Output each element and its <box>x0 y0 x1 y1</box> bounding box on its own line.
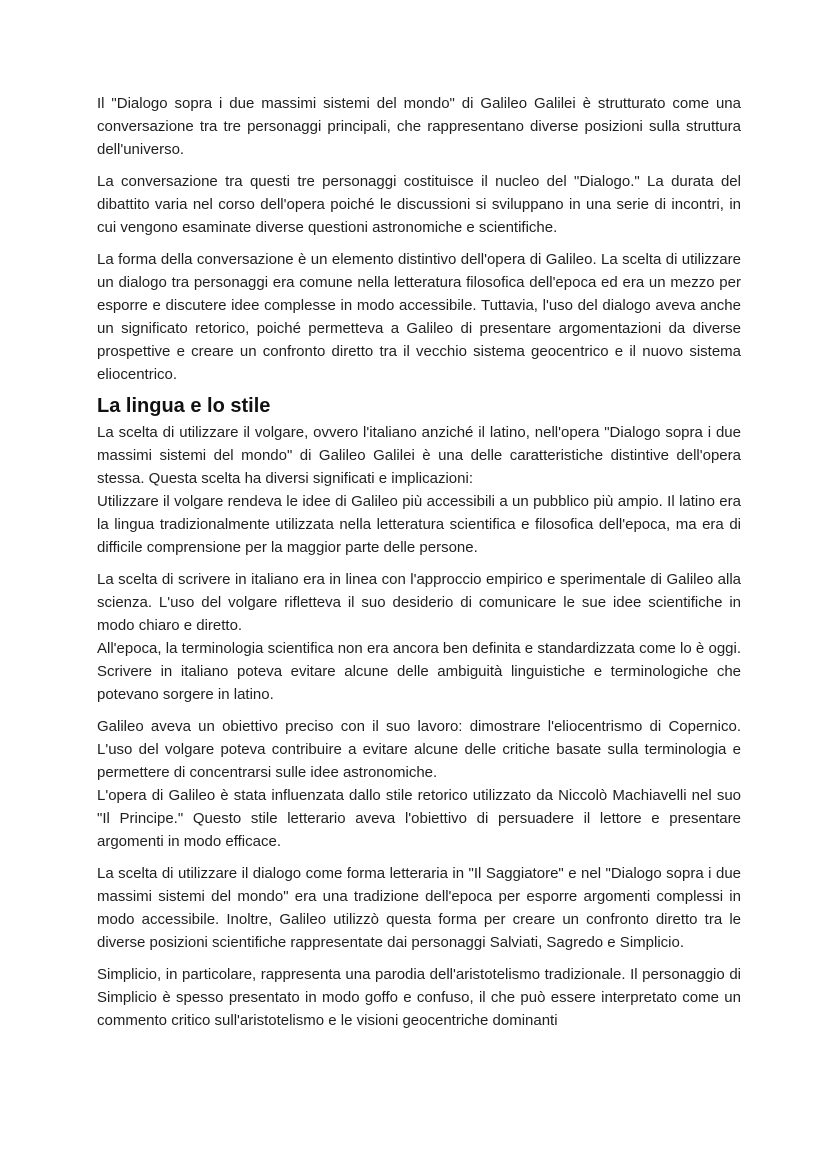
paragraph-obiettivo-eliocentrismo: Galileo aveva un obiettivo preciso con il suo lavoro: dimostrare l'eliocentrismo di Copernico. L'uso del volgare poteva contribuire a evitare alcune delle critiche basate sulla terminologia e permettere di concentrarsi sulle idee astronomiche. <box>97 718 741 781</box>
document-body <box>97 92 741 1032</box>
paragraph-intro-dialogo: Il "Dialogo sopra i due massimi sistemi del mondo" di Galileo Galilei è strutturato come una conversazione tra tre personaggi principali, che rappresentano diverse posizioni sulla struttura dell'universo. <box>97 95 741 158</box>
paragraph-influenza-machiavelli: L'opera di Galileo è stata influenzata dallo stile retorico utilizzato da Niccolò Machiavelli nel suo "Il Principe." Questo stile letterario aveva l'obiettivo di persuadere il lettore e presentare argomenti in modo efficace. <box>97 787 741 850</box>
paragraph-scelta-volgare: La scelta di utilizzare il volgare, ovvero l'italiano anziché il latino, nell'opera "Dialogo sopra i due massimi sistemi del mondo" di Galileo Galilei è una delle caratteristiche distintive dell'opera stessa. Questa scelta ha diversi significati e implicazioni: <box>97 424 741 487</box>
paragraph-conversazione-nucleo: La conversazione tra questi tre personaggi costituisce il nucleo del "Dialogo." La durata del dibattito varia nel corso dell'opera poiché le discussioni si sviluppano in una serie di incontri, in cui vengono esaminate diverse questioni astronomiche e scientifiche. <box>97 173 741 236</box>
section-heading-lingua-stile: La lingua e lo stile <box>97 395 271 417</box>
paragraph-forma-conversazione: La forma della conversazione è un elemento distintivo dell'opera di Galileo. La scelta di utilizzare un dialogo tra personaggi era comune nella letteratura filosofica dell'epoca ed era un mezzo per esporre e discutere idee complesse in modo accessibile. Tuttavia, l'uso del dialogo aveva anche un significato retorico, poiché permetteva a Galileo di presentare argomentazioni da diverse prospettive e creare un confronto diretto tra il vecchio sistema geocentrico e il nuovo sistema eliocentrico. <box>97 251 741 383</box>
paragraph-terminologia-scientifica: All'epoca, la terminologia scientifica non era ancora ben definita e standardizzata come lo è oggi. Scrivere in italiano poteva evitare alcune delle ambiguità linguistiche e terminologiche che potevano sorgere in latino. <box>97 640 741 703</box>
paragraph-dialogo-tradizione: La scelta di utilizzare il dialogo come forma letteraria in "Il Saggiatore" e nel "Dialogo sopra i due massimi sistemi del mondo" era una tradizione dell'epoca per esporre argomenti complessi in modo accessibile. Inoltre, Galileo utilizzò questa forma per creare un confronto diretto tra le diverse posizioni scientifiche rappresentate dai personaggi Salviati, Sagredo e Simplicio. <box>97 865 741 951</box>
paragraph-approccio-empirico: La scelta di scrivere in italiano era in linea con l'approccio empirico e sperimentale di Galileo alla scienza. L'uso del volgare rifletteva il suo desiderio di comunicare le sue idee scientifiche in modo chiaro e diretto. <box>97 571 741 634</box>
paragraph-simplicio-parodia: Simplicio, in particolare, rappresenta una parodia dell'aristotelismo tradizionale. Il personaggio di Simplicio è spesso presentato in modo goffo e confuso, il che può essere interpretato come un commento critico sull'aristotelismo e le visioni geocentriche dominanti <box>97 966 741 1029</box>
paragraph-volgare-accessibile: Utilizzare il volgare rendeva le idee di Galileo più accessibili a un pubblico più ampio. Il latino era la lingua tradizionalmente utilizzata nella letteratura scientifica e filosofica dell'epoca, ma era di difficile comprensione per la maggior parte delle persone. <box>97 493 741 556</box>
